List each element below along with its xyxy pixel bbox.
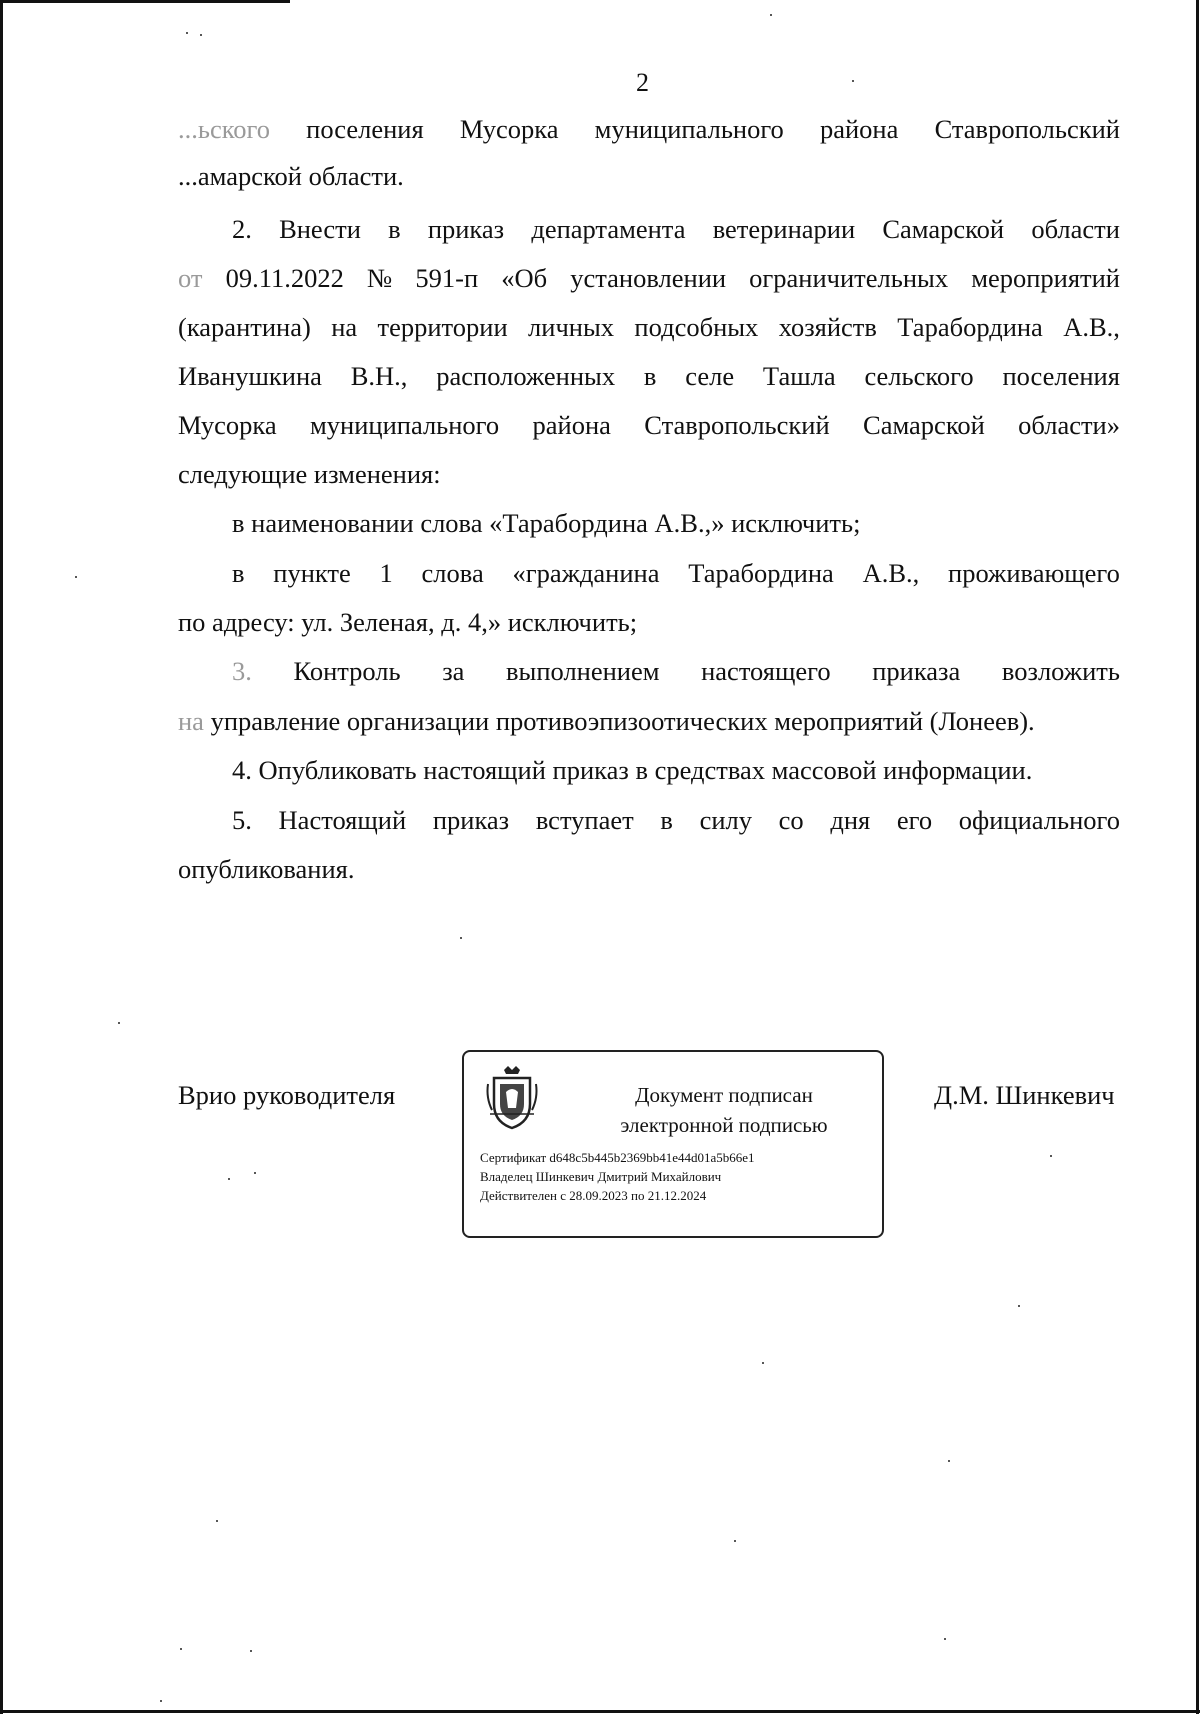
signer-name: Д.М. Шинкевич [934, 1080, 1115, 1110]
scan-speck [770, 14, 772, 16]
scan-speck [948, 1460, 950, 1462]
scan-speck [1018, 1305, 1020, 1307]
page-number: 2 [636, 68, 649, 97]
scan-edge-bottom [0, 1710, 1200, 1713]
scan-speck [734, 1540, 736, 1542]
electronic-signature-stamp [462, 1050, 884, 1238]
scan-edge-right [1196, 0, 1199, 1714]
text-line: следующие изменения: [178, 459, 441, 489]
scan-speck [118, 1022, 120, 1024]
text-line: в пункте 1 слова «гражданина Тарабордина А.В., проживающего [232, 558, 1120, 588]
stamp-title: Документ подписан электронной подписью [620, 1083, 828, 1137]
scan-speck [852, 80, 854, 82]
certificate-owner: Владелец Шинкевич Дмитрий Михайлович [480, 1169, 722, 1184]
scan-speck [228, 1178, 230, 1180]
scan-edge-top [0, 0, 290, 3]
scan-edge-left [0, 0, 3, 1714]
scan-speck [216, 1520, 218, 1522]
text-line: от 09.11.2022 № 591-п «Об установлении ограничительных мероприятий [178, 263, 1120, 293]
scan-speck [250, 1650, 252, 1652]
scan-speck [200, 34, 202, 36]
stamp-details [480, 1148, 755, 1205]
text-line: опубликования. [178, 854, 355, 884]
signer-position: Врио руководителя [178, 1080, 396, 1110]
certificate-validity: Действителен с 28.09.2023 по 21.12.2024 [480, 1188, 707, 1203]
scan-speck [75, 576, 77, 578]
text-line: ...амарской области. [178, 161, 404, 191]
text-line: 5. Настоящий приказ вступает в силу со дня его официального [232, 805, 1120, 835]
scan-speck [254, 1172, 256, 1174]
scan-speck [160, 1700, 162, 1702]
text-line: Иванушкина В.Н., расположенных в селе Ташла сельского поселения [178, 361, 1120, 391]
text-line: по адресу: ул. Зеленая, д. 4,» исключить; [178, 607, 638, 637]
coat-of-arms-icon [484, 1064, 540, 1130]
text-line: 2. Внести в приказ департамента ветеринарии Самарской области [232, 214, 1120, 244]
scan-speck [460, 937, 462, 939]
scan-speck [1050, 1155, 1052, 1157]
text-line: (карантина) на территории личных подсобных хозяйств Тарабордина А.В., [178, 312, 1120, 342]
text-line: Мусорка муниципального района Ставропольский Самарской области» [178, 410, 1120, 440]
scan-speck [762, 1362, 764, 1364]
text-line: в наименовании слова «Тарабордина А.В.,» исключить; [232, 508, 861, 538]
scan-speck [180, 1648, 182, 1650]
text-line: 3. Контроль за выполнением настоящего приказа возложить [232, 656, 1120, 686]
text-line: на управление организации противоэпизоотических мероприятий (Лонеев). [178, 706, 1035, 736]
text-line: ...ьского поселения Мусорка муниципального района Ставропольский [178, 114, 1120, 144]
scan-speck [944, 1638, 946, 1640]
certificate-number: Сертификат d648c5b445b2369bb41e44d01a5b66e1 [480, 1150, 755, 1165]
text-line: 4. Опубликовать настоящий приказ в средствах массовой информации. [232, 755, 1033, 785]
scan-speck [186, 32, 188, 34]
